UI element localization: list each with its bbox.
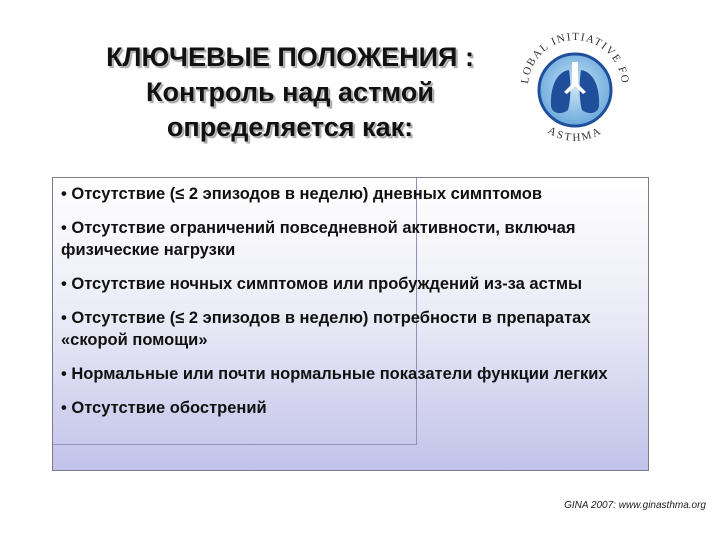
lungs-globe-icon: [506, 18, 644, 156]
list-item: • Отсутствие обострений: [61, 399, 267, 417]
criteria-list: [61, 183, 641, 419]
list-item: • Отсутствие ограничений повседневной активности, включая физические нагрузки: [61, 219, 576, 259]
source-footer: GINA 2007: www.ginasthma.org: [564, 500, 706, 511]
list-item: • Отсутствие ночных симптомов или пробуждений из-за астмы: [61, 275, 583, 293]
title-line-2: Контроль над астмой: [146, 77, 434, 107]
logo-top-text: LOBAL INITIATIVE FO: [519, 30, 632, 86]
list-item: • Отсутствие (≤ 2 эпизодов в неделю) потребности в препаратах «скорой помощи»: [61, 309, 591, 349]
list-item: • Отсутствие (≤ 2 эпизодов в неделю) дневных симптомов: [61, 185, 543, 203]
list-item: • Нормальные или почти нормальные показатели функции легких: [61, 365, 608, 383]
gina-logo: [506, 18, 644, 156]
svg-text:ASTHMA: [546, 125, 605, 144]
title-line-3: определяется как:: [166, 112, 414, 142]
title-line-1: КЛЮЧЕВЫЕ ПОЛОЖЕНИЯ :: [106, 42, 474, 72]
definition-panel: [52, 177, 649, 471]
slide-title: [60, 40, 520, 145]
logo-bottom-text: ASTHMA: [545, 124, 605, 144]
